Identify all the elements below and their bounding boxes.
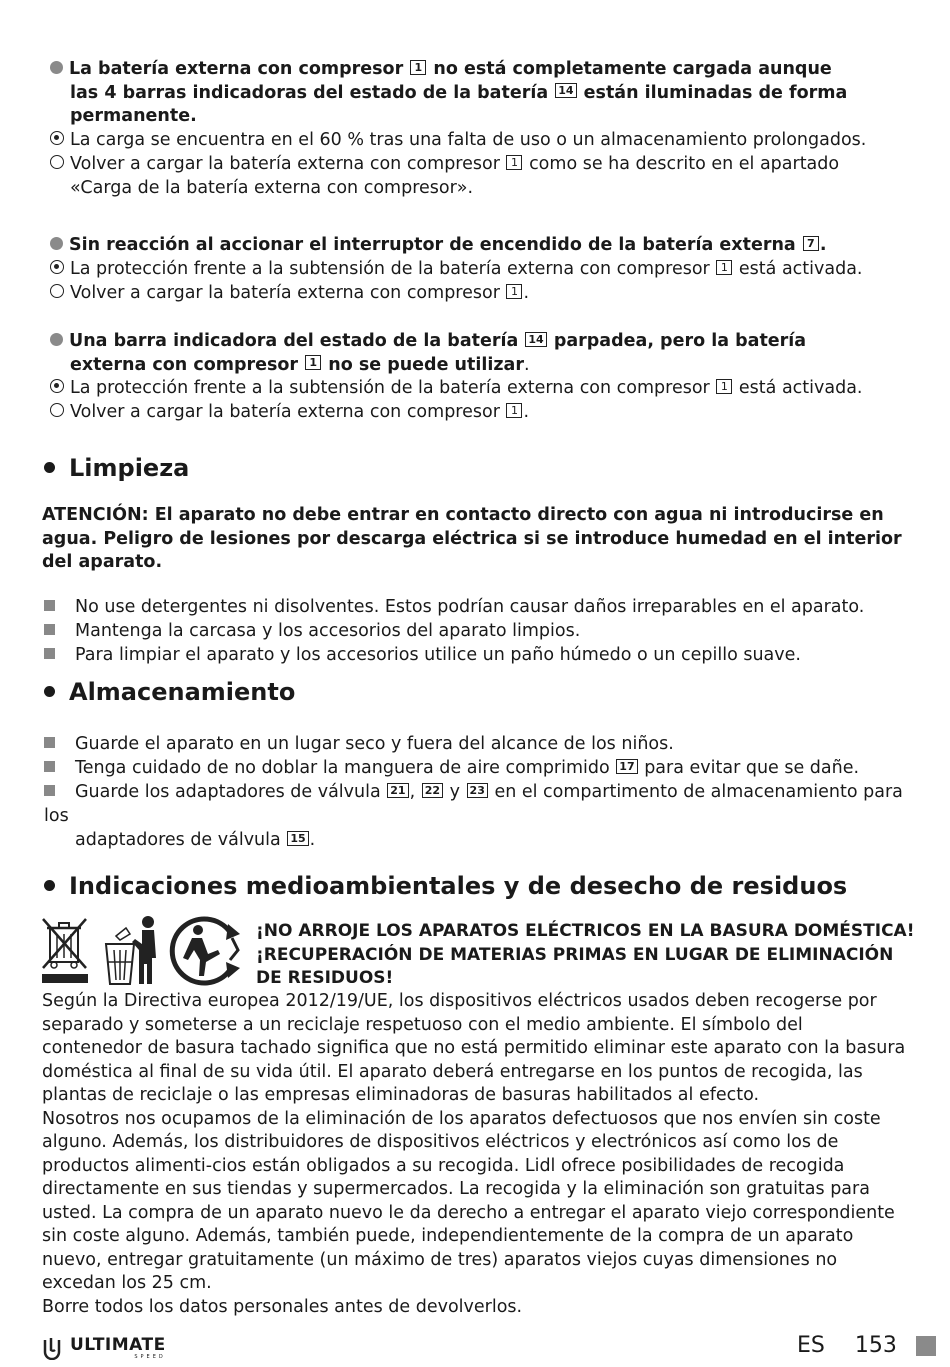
square-bullet-icon bbox=[44, 761, 55, 772]
disposal-warning: ¡NO ARROJE LOS APARATOS ELÉCTRICOS EN LA BASURA DOMÉSTICA! ¡RECUPERACIÓN DE MATERIAS PRIMAS EN LUGAR DE ELIMINACIÓN DE RESIDUOS! bbox=[256, 921, 915, 988]
ref-number: 1 bbox=[410, 60, 426, 75]
problem-3: Una barra indicadora del estado de la batería 14 parpadea, pero la batería externa con compresor 1 no se puede utilizar. bbox=[50, 330, 930, 377]
recycling-person-icon bbox=[168, 914, 246, 986]
problem-1: La batería externa con compresor 1 no está completamente cargada aunque las 4 barras indicadoras del estado de la batería 14 están iluminadas de forma permanente. bbox=[50, 58, 910, 129]
brand-mark-icon bbox=[42, 1336, 66, 1360]
problem-bullet-icon bbox=[50, 61, 63, 74]
solution-icon bbox=[50, 155, 64, 169]
list-item: Guarde el aparato en un lugar seco y fuera del alcance de los niños. bbox=[44, 732, 924, 756]
heading-bullet-icon bbox=[44, 462, 55, 473]
cause-3: La protección frente a la subtensión de la batería externa con compresor 1 está activada. bbox=[50, 377, 930, 401]
ref-number: 1 bbox=[305, 355, 321, 370]
list-item: No use detergentes ni disolventes. Estos podrían causar daños irreparables en el aparato. bbox=[44, 595, 924, 619]
square-bullet-icon bbox=[44, 785, 55, 796]
cause-icon bbox=[50, 379, 64, 393]
almacenamiento-list: Guarde el aparato en un lugar seco y fuera del alcance de los niños. Tenga cuidado de no doblar la manguera de aire comprimido 17 para evitar que se dañe. Guarde los adaptadores de válvula 21 , 22 y 23 en el compartimento de almacenamiento para los adaptadores de válvula 15 . bbox=[44, 732, 924, 852]
cause-icon bbox=[50, 131, 64, 145]
solution-1: Volver a cargar la batería externa con compresor 1 como se ha descrito en el apartado «Carga de la batería externa con compresor». bbox=[50, 153, 930, 200]
solution-2: Volver a cargar la batería externa con compresor 1 . bbox=[50, 282, 930, 306]
problem-2: Sin reacción al accionar el interruptor de encendido de la batería externa 7 . bbox=[50, 234, 930, 258]
litter-bin-person-icon bbox=[102, 914, 160, 986]
ref-number: 7 bbox=[803, 236, 819, 251]
list-item: Tenga cuidado de no doblar la manguera de aire comprimido 17 para evitar que se dañe. bbox=[44, 756, 924, 780]
page-number: ES 153 bbox=[797, 1333, 897, 1358]
section-heading-almacenamiento: Almacenamiento bbox=[44, 677, 295, 707]
warning-text: ATENCIÓN: El aparato no debe entrar en contacto directo con agua ni introducirse en agua. Peligro de lesiones por descarga eléctrica si se introduce humedad en el interior del aparato. bbox=[42, 505, 902, 572]
heading-bullet-icon bbox=[44, 686, 55, 697]
solution-icon bbox=[50, 284, 64, 298]
ref-number: 14 bbox=[525, 332, 546, 347]
solution-icon bbox=[50, 403, 64, 417]
crossed-bin-icon bbox=[40, 914, 92, 986]
heading-bullet-icon bbox=[44, 880, 55, 891]
problem-bullet-icon bbox=[50, 333, 63, 346]
ref-number: 1 bbox=[506, 284, 522, 299]
cause-2: La protección frente a la subtensión de la batería externa con compresor 1 está activada. bbox=[50, 258, 930, 282]
problem-bullet-icon bbox=[50, 237, 63, 250]
list-item: Guarde los adaptadores de válvula 21 , 22 y 23 en el compartimento de almacenamiento para los bbox=[44, 782, 903, 826]
solution-3: Volver a cargar la batería externa con compresor 1 . bbox=[50, 401, 930, 425]
list-item: Mantenga la carcasa y los accesorios del aparato limpios. bbox=[44, 619, 924, 643]
square-bullet-icon bbox=[44, 624, 55, 635]
square-bullet-icon bbox=[44, 600, 55, 611]
section-heading-medioambiente: Indicaciones medioambientales y de desecho de residuos bbox=[44, 871, 847, 901]
ref-number: 1 bbox=[506, 155, 522, 170]
ref-number: 17 bbox=[616, 759, 637, 774]
ref-number: 1 bbox=[506, 403, 522, 418]
square-bullet-icon bbox=[44, 648, 55, 659]
page-tab-marker bbox=[916, 1336, 936, 1356]
ref-number: 23 bbox=[467, 783, 488, 798]
ref-number: 14 bbox=[555, 83, 576, 98]
ref-number: 1 bbox=[716, 379, 732, 394]
ref-number: 22 bbox=[422, 783, 443, 798]
brand-logo: ULTIMATE SPEED bbox=[42, 1336, 166, 1360]
square-bullet-icon bbox=[44, 737, 55, 748]
ref-number: 15 bbox=[287, 831, 308, 846]
disposal-text: Según la Directiva europea 2012/19/UE, los dispositivos eléctricos usados deben recogerse por separado y someterse a un reciclaje respetuoso con el medio ambiente. El símbolo del contenedor de basura tachado significa que no está permitido eliminar este aparato con la basura doméstica al final de su vida útil. El aparato deberá entregarse en los puntos de recogida, las plantas de reciclaje o las empresas eliminadoras de basuras habilitados al efecto. Nosotros nos ocupamos de la eliminación de los aparatos defectuosos que nos envíen sin coste alguno. Además, los distribuidores de dispositivos eléctricos y electrónicos así como los de productos alimenti-cios están obligados a su recogida. Lidl ofrece posibilidades de recogida directamente en sus tiendas y supermercados. La recogida y la eliminación son gratuitas para usted. La compra de un aparato nuevo le da derecho a entregar el aparato viejo correspondiente sin coste alguno. Además, también puede, independientemente de la compra de un aparato nuevo, entregar gratuitamente (un máximo de tres) aparatos viejos cuyas dimensiones no excedan los 25 cm. Borre todos los datos personales antes de devolverlos. bbox=[42, 991, 906, 1317]
ref-number: 21 bbox=[387, 783, 408, 798]
limpieza-list bbox=[44, 595, 924, 667]
section-heading-limpieza: Limpieza bbox=[44, 453, 189, 483]
cause-1: La carga se encuentra en el 60 % tras una falta de uso o un almacenamiento prolongados. bbox=[50, 129, 930, 153]
list-item: Para limpiar el aparato y los accesorios utilice un paño húmedo o un cepillo suave. bbox=[44, 643, 924, 667]
cause-icon bbox=[50, 260, 64, 274]
ref-number: 1 bbox=[716, 260, 732, 275]
